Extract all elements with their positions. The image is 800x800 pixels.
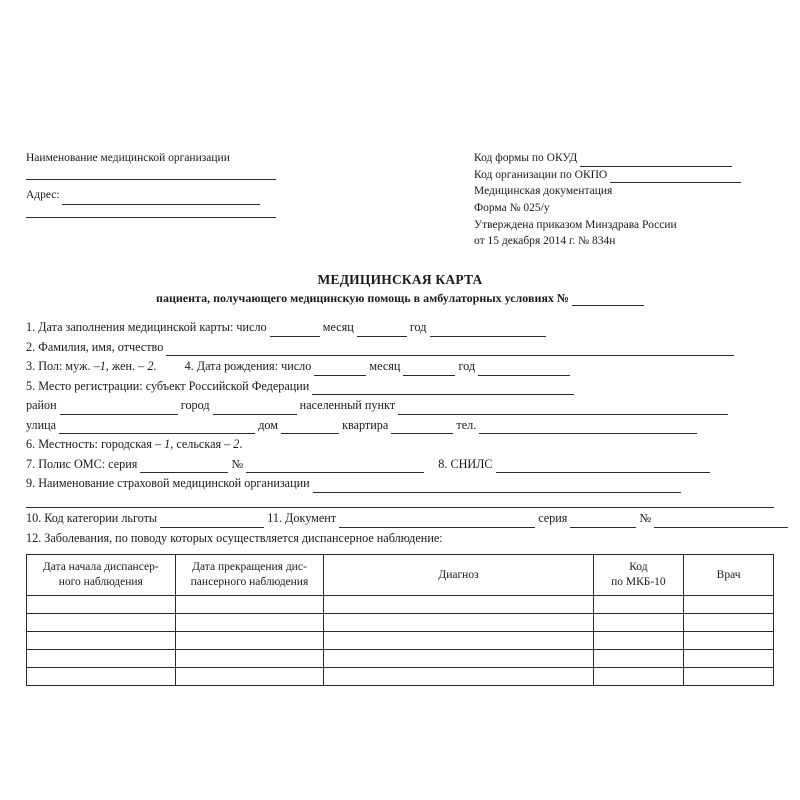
document-rule[interactable] <box>339 515 535 527</box>
column-header-diagnosis: Диагноз <box>324 555 593 596</box>
cell-icd-code[interactable] <box>593 668 684 686</box>
cell-start-date[interactable] <box>27 596 176 614</box>
flat-rule[interactable] <box>391 422 453 434</box>
birth-month-rule[interactable] <box>403 363 455 375</box>
birth-date-label: 4. Дата рождения: число <box>184 359 312 374</box>
field-oms-policy-snils <box>26 455 774 474</box>
form-number-label: Форма № 025/у <box>474 202 550 215</box>
street-rule[interactable] <box>59 422 255 434</box>
field-insurance-org <box>26 474 774 493</box>
okud-label: Код формы по ОКУД <box>474 152 578 164</box>
cell-doctor[interactable] <box>684 668 774 686</box>
column-header-start-date-line1: Дата начала диспансер- <box>42 561 159 574</box>
address-rule-2 <box>26 206 276 218</box>
document-number-label: № <box>639 510 652 525</box>
fill-date-month-label: месяц <box>322 320 354 335</box>
cell-icd-code[interactable] <box>593 596 684 614</box>
locality-type-dot: . <box>239 437 243 452</box>
sex-female-code: 2 <box>147 359 154 374</box>
birth-year-rule[interactable] <box>478 363 570 375</box>
column-header-icd-code-line2: по МКБ-10 <box>611 576 666 589</box>
locality-village-code: 2 <box>233 437 240 452</box>
birth-year-label: год <box>458 359 476 374</box>
address-label: Адрес: <box>26 189 60 202</box>
cell-start-date[interactable] <box>27 614 176 632</box>
benefit-code-label: 10. Код категории льготы <box>26 510 158 525</box>
cell-diagnosis[interactable] <box>324 614 593 632</box>
cell-start-date[interactable] <box>27 668 176 686</box>
fill-date-day-rule[interactable] <box>270 324 320 336</box>
registration-subject-rule[interactable] <box>312 383 574 395</box>
gorod-label: город <box>180 398 210 413</box>
column-header-end-date <box>175 555 324 596</box>
table-body <box>27 596 774 686</box>
table-row[interactable] <box>27 632 774 650</box>
column-header-end-date-line2: пансерного наблюдения <box>190 576 309 589</box>
oms-series-rule[interactable] <box>140 461 228 473</box>
fill-date-month-rule[interactable] <box>357 324 407 336</box>
snils-rule[interactable] <box>496 461 710 473</box>
okpo-row <box>474 167 774 184</box>
sex-male-code: 1 <box>99 359 106 374</box>
cell-diagnosis[interactable] <box>324 632 593 650</box>
okud-row <box>474 150 774 167</box>
cell-start-date[interactable] <box>27 650 176 668</box>
cell-doctor[interactable] <box>684 632 774 650</box>
approved-label: Утверждена приказом Минздрава России <box>474 218 677 231</box>
document-series-label: серия <box>538 510 568 525</box>
column-header-start-date <box>27 555 176 596</box>
locality-type-label: 6. Местность: городская – <box>26 437 162 452</box>
insurance-org-rule-2[interactable] <box>26 496 774 508</box>
okpo-rule <box>610 172 741 184</box>
locality-rule[interactable] <box>398 403 728 415</box>
cell-doctor[interactable] <box>684 650 774 668</box>
cell-icd-code[interactable] <box>593 650 684 668</box>
fill-date-year-label: год <box>409 320 427 335</box>
table-row[interactable] <box>27 668 774 686</box>
insurance-org-label: 9. Наименование страховой медицинской организации <box>26 476 310 491</box>
field-locality-type <box>26 435 774 454</box>
table-header-row <box>27 555 774 596</box>
cell-icd-code[interactable] <box>593 614 684 632</box>
page-subtitle-text: пациента, получающего медицинскую помощь в амбулаторных условиях № <box>156 291 569 306</box>
document-series-rule[interactable] <box>570 515 636 527</box>
header-left-block <box>26 150 276 218</box>
fill-date-label: 1. Дата заполнения медицинской карты: число <box>26 320 267 335</box>
form-fields <box>26 318 774 686</box>
fullname-rule[interactable] <box>166 344 734 356</box>
registration-label: 5. Место регистрации: субъект Российской Федерации <box>26 378 310 393</box>
birth-month-label: месяц <box>369 359 401 374</box>
cell-end-date[interactable] <box>175 650 324 668</box>
column-header-end-date-line1: Дата прекращения дис- <box>192 561 307 574</box>
locality-city-code: 1 <box>164 437 171 452</box>
column-header-icd-code <box>593 555 684 596</box>
sex-sep: , жен. – <box>105 359 145 374</box>
sex-label: 3. Пол: муж. – <box>26 359 100 374</box>
column-header-start-date-line2: ного наблюдения <box>58 576 143 589</box>
rayon-rule[interactable] <box>60 403 178 415</box>
rayon-label: район <box>26 398 57 413</box>
phone-rule[interactable] <box>479 422 697 434</box>
column-header-doctor: Врач <box>684 555 774 596</box>
field-benefit-and-document <box>26 509 774 528</box>
dispensary-diseases-label: 12. Заболевания, по поводу которых осуществляется диспансерное наблюдение: <box>26 530 443 545</box>
cell-end-date[interactable] <box>175 596 324 614</box>
cell-diagnosis[interactable] <box>324 596 593 614</box>
organization-name-label: Наименование медицинской организации <box>26 152 230 164</box>
locality-type-sep: , сельская – <box>170 437 231 452</box>
field-region-city-locality <box>26 396 774 415</box>
sex-dot: . <box>153 359 157 374</box>
dispensary-observation-table <box>26 554 774 686</box>
field-fullname <box>26 338 774 357</box>
field-street-house-flat-phone <box>26 416 774 435</box>
approved-date-label: от 15 декабря 2014 г. № 834н <box>474 235 616 248</box>
cell-doctor[interactable] <box>684 614 774 632</box>
field-dispensary-diseases-label <box>26 529 774 548</box>
oms-label: 7. Полис ОМС: серия <box>26 456 138 471</box>
oms-number-rule[interactable] <box>246 461 424 473</box>
document-label: 11. Документ <box>267 510 337 525</box>
snils-label: 8. СНИЛС <box>438 456 493 471</box>
cell-diagnosis[interactable] <box>324 650 593 668</box>
page-subtitle <box>26 291 774 306</box>
document-header <box>26 150 774 250</box>
header-right-block <box>474 150 774 250</box>
gorod-rule[interactable] <box>213 403 297 415</box>
address-rule <box>62 193 260 205</box>
cell-end-date[interactable] <box>175 614 324 632</box>
organization-name-rule <box>26 168 276 180</box>
fullname-label: 2. Фамилия, имя, отчество <box>26 339 164 354</box>
field-sex-and-birth <box>26 357 774 376</box>
house-rule[interactable] <box>281 422 339 434</box>
oms-number-label: № <box>231 456 244 471</box>
address-row <box>26 187 276 204</box>
page-title: МЕДИЦИНСКАЯ КАРТА <box>317 272 483 288</box>
table-row[interactable] <box>27 650 774 668</box>
house-label: дом <box>258 417 278 432</box>
cell-start-date[interactable] <box>27 632 176 650</box>
insurance-org-rule[interactable] <box>313 481 681 493</box>
column-header-icd-code-line1: Код <box>629 561 648 574</box>
field-registration-subject <box>26 377 774 396</box>
street-label: улица <box>26 417 57 432</box>
okud-rule <box>580 155 732 167</box>
cell-end-date[interactable] <box>175 668 324 686</box>
table-row[interactable] <box>27 596 774 614</box>
doc-type-label: Медицинская документация <box>474 185 613 198</box>
fill-date-year-rule[interactable] <box>430 324 546 336</box>
field-fill-date <box>26 318 774 337</box>
cell-diagnosis[interactable] <box>324 668 593 686</box>
birth-day-rule[interactable] <box>314 363 366 375</box>
table-row[interactable] <box>27 614 774 632</box>
card-number-rule <box>572 294 644 306</box>
cell-icd-code[interactable] <box>593 632 684 650</box>
cell-end-date[interactable] <box>175 632 324 650</box>
flat-label: квартира <box>342 417 389 432</box>
phone-label: тел. <box>456 417 477 432</box>
document-number-rule[interactable] <box>654 515 788 527</box>
cell-doctor[interactable] <box>684 596 774 614</box>
locality-label: населенный пункт <box>299 398 396 413</box>
okpo-label: Код организации по ОКПО <box>474 168 608 181</box>
benefit-code-rule[interactable] <box>160 515 264 527</box>
